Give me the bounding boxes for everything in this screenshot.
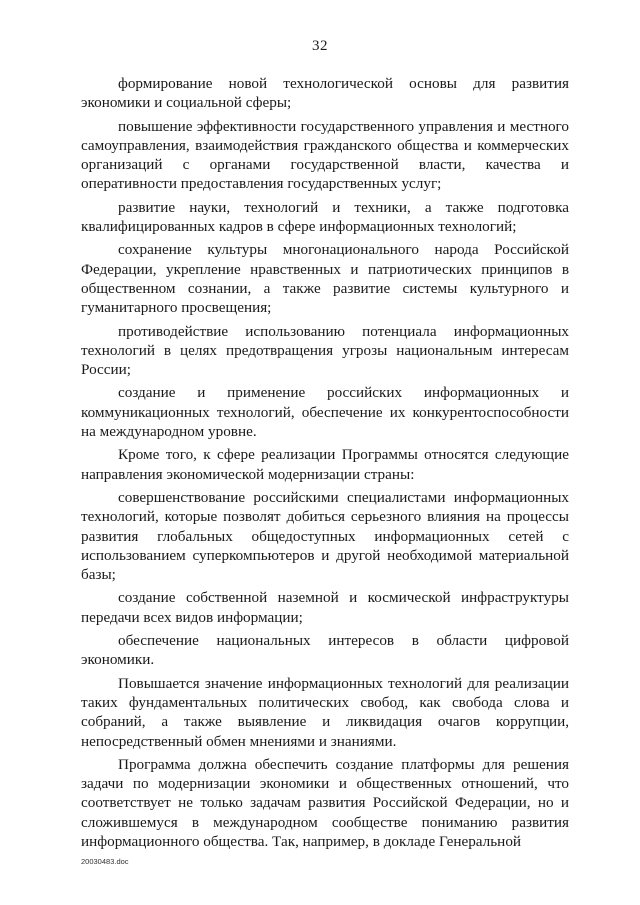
paragraph: Программа должна обеспечить создание платформы для решения задачи по модернизации экономики и общественных отношений, что соответствует не только задачам развития Российской Федерации, но и сложившемуся в международном сообществе пониманию развития информационного общества. Так, например, в докладе Генеральной [81, 755, 569, 850]
page-number: 32 [312, 38, 328, 54]
paragraph: развитие науки, технологий и техники, а также подготовка квалифицированных кадров в сфере информационных технологий; [81, 198, 569, 236]
paragraph: противодействие использованию потенциала информационных технологий в целях предотвращения угрозы национальным интересам России; [81, 322, 569, 379]
paragraph: совершенствование российскими специалистами информационных технологий, которые позволят добиться серьезного влияния на процессы развития глобальных общедоступных информационных сетей с использованием суперкомпьютеров и другой необходимой материальной базы; [81, 488, 569, 584]
paragraph: Кроме того, к сфере реализации Программы относятся следующие направления экономической модернизации страны: [81, 446, 569, 483]
document-body [81, 74, 569, 855]
paragraph: создание собственной наземной и космической инфраструктуры передачи всех видов информации; [81, 589, 569, 626]
paragraph: обеспечение национальных интересов в области цифровой экономики. [81, 632, 569, 669]
paragraph: формирование новой технологической основы для развития экономики и социальной сферы; [81, 75, 569, 112]
paragraph: сохранение культуры многонационального народа Российской Федерации, укрепление нравственных и патриотических принципов в общественном сознании, а также развитие системы культурного и гуманитарного просвещения; [81, 241, 569, 317]
paragraph: создание и применение российских информационных и коммуникационных технологий, обеспечение их конкурентоспособности на международном уровне. [81, 384, 569, 441]
paragraph: Повышается значение информационных технологий для реализации таких фундаментальных политических свобод, как свобода слова и собраний, а также выявление и ликвидация очагов коррупции, непосредственный обмен мнениями и знаниями. [81, 674, 569, 750]
document-file-code: 20030483.doc [81, 857, 129, 866]
paragraph: повышение эффективности государственного управления и местного самоуправления, взаимодействия гражданского общества и коммерческих организаций с органами государственной власти, качества и оперативности предоставления государственных услуг; [81, 117, 569, 193]
